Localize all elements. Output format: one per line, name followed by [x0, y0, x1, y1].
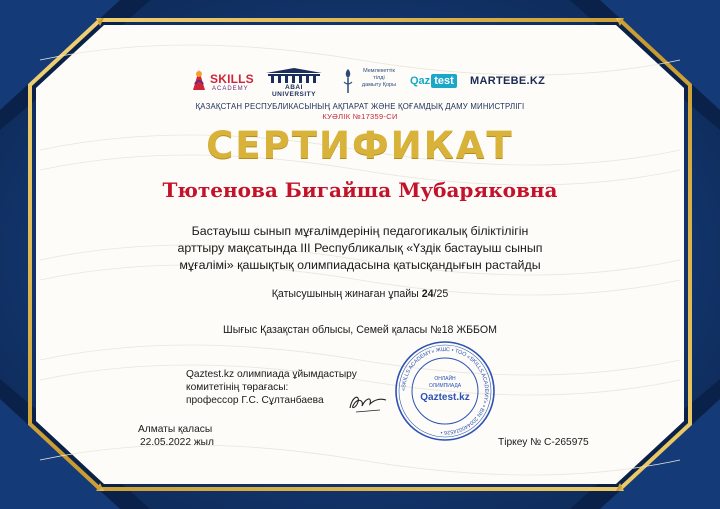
- skills-logo-title: SKILLS: [210, 72, 254, 86]
- stamp-ring-text: «SKILLS ACADEMY» ЖШС • ТОО «SKILLS ACADEMY» • BIN 200440024526 •: [400, 346, 490, 436]
- skills-academy-logo: [190, 68, 252, 96]
- svg-text:«SKILLS ACADEMY» ЖШС • ТОО «SK: [401, 347, 489, 435]
- fund-name: Мемлекеттік тілді дамыту Қоры: [361, 68, 397, 88]
- body-line: Бастауыш сынып мұғалімдерінің педагогикалық біліктілігін: [191, 224, 529, 238]
- issue-date: 22.05.2022 жыл: [140, 437, 214, 448]
- recipient-name: Тютенова Бигайша Мубаряковна: [162, 178, 558, 202]
- skills-logo-icon: [190, 68, 208, 92]
- stamp-brand: Qaztest.kz: [420, 392, 470, 403]
- abai-university-logo: [262, 68, 326, 96]
- martebe-logo: MARTEBE.KZ: [470, 75, 546, 87]
- stamp-inner-line1: ОНЛАЙН: [434, 376, 456, 382]
- city-date: [138, 423, 228, 449]
- skills-logo-subtitle: ACADEMY: [212, 86, 249, 92]
- language-fund-logo: [342, 66, 402, 98]
- score-label: Қатысушының жинаған ұпайы: [271, 288, 419, 300]
- signature: [346, 388, 390, 416]
- official-stamp: [394, 340, 496, 442]
- city-name: Алматы қаласы: [138, 424, 213, 435]
- body-line: арттыру мақсатында III Республикалық «Үздік бастауыш сынып: [177, 241, 543, 255]
- body-line: мұғалімі» қашықтық олимпиадасына қатысқандығын растайды: [179, 258, 541, 272]
- university-name: ABAI UNIVERSITY: [271, 84, 316, 98]
- qaztest-logo: Qaz test: [410, 75, 457, 87]
- score-line: [0, 288, 720, 300]
- committee-chair: Qaztest.kz олимпиада ұйымдастыру комитетінің төрағасы: профессор Г.С. Сұлтанбаева: [186, 369, 357, 406]
- certificate-title: СЕРТИФИКАТ: [206, 124, 514, 167]
- registration-number: Тіркеу № C-265975: [498, 437, 589, 448]
- licence-number: КУӘЛІК №17359-СИ: [322, 112, 398, 121]
- fund-figure-icon: [342, 68, 354, 94]
- score-total: /25: [433, 288, 449, 300]
- columns-icon: [264, 68, 324, 84]
- stamp-inner-line2: ОЛИМПИАДА: [428, 383, 462, 389]
- score-value: 24: [421, 288, 434, 300]
- certificate-body: [160, 223, 560, 274]
- school-text: Шығыс Қазақстан облысы, Семей қаласы №18 ЖББОМ: [223, 324, 497, 336]
- ministry-text: ҚАЗАҚСТАН РЕСПУБЛИКАСЫНЫҢ АҚПАРАТ ЖӘНЕ ҚОҒАМДЫҚ ДАМУ МИНИСТРЛІГІ: [195, 102, 525, 111]
